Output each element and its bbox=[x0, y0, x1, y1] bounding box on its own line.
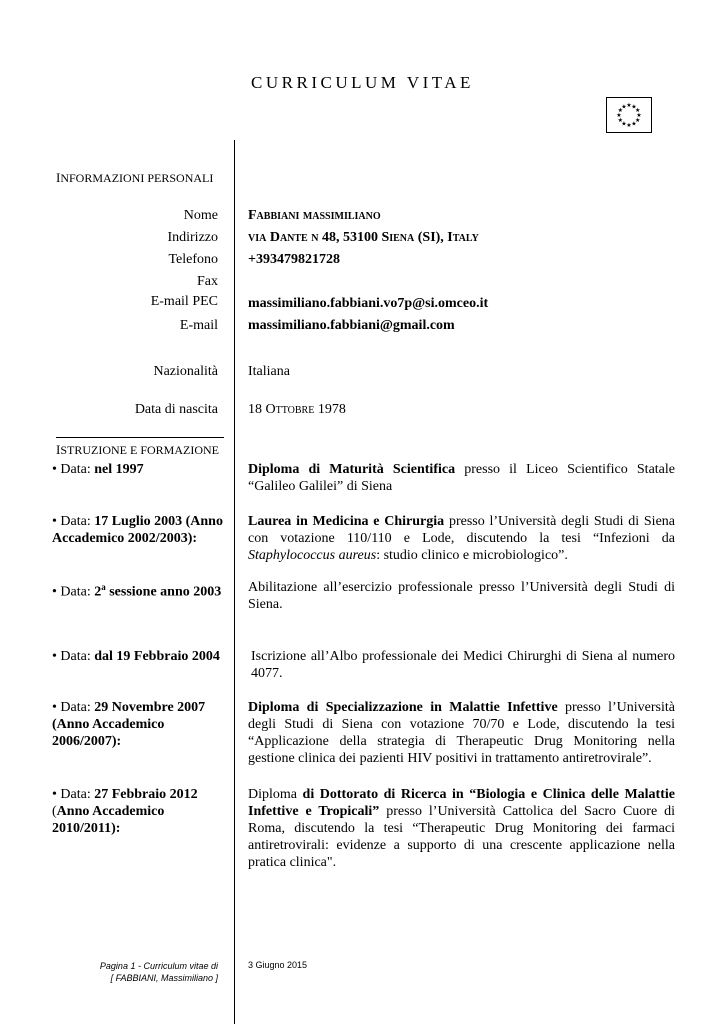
label-data-nascita: Data di nascita bbox=[134, 402, 218, 417]
flag-star-icon: ★ bbox=[616, 113, 622, 119]
footer-name: [ FABBIANI, Massimiliano ] bbox=[110, 973, 218, 983]
label-nazionalita: Nazionalità bbox=[153, 364, 218, 379]
value-indirizzo: via Dante n 48, 53100 Siena (SI), Italy bbox=[248, 230, 479, 245]
label-nome: Nome bbox=[183, 208, 218, 223]
label-email-pec: E-mail PEC bbox=[150, 294, 218, 309]
flag-star-icon: ★ bbox=[634, 118, 641, 124]
value-email-pec: massimiliano.fabbiani.vo7p@si.omceo.it bbox=[248, 296, 489, 311]
education-date: • Data: 17 Luglio 2003 (Anno Accademico 2002/2003): bbox=[52, 514, 223, 546]
flag-star-icon: ★ bbox=[626, 103, 632, 109]
label-indirizzo: Indirizzo bbox=[167, 230, 218, 245]
education-description: Diploma di Maturità Scientifica presso il Liceo Scientifico Statale “Galileo Galilei” di Siena bbox=[248, 462, 675, 494]
column-divider bbox=[234, 140, 235, 1024]
value-telefono: +393479821728 bbox=[248, 252, 340, 267]
section-education-heading: ISTRUZIONE E FORMAZIONE bbox=[56, 442, 220, 457]
value-nome: Fabbiani massimiliano bbox=[248, 208, 381, 223]
page-title: CURRICULUM VITAE bbox=[251, 73, 474, 92]
value-data-nascita: 18 Ottobre 1978 bbox=[248, 402, 346, 417]
eu-flag-icon bbox=[606, 97, 652, 133]
flag-star-icon: ★ bbox=[621, 104, 627, 111]
education-date: • Data: dal 19 Febbraio 2004 bbox=[52, 649, 220, 664]
education-description: Diploma di Dottorato di Ricerca in “Biologia e Clinica delle Malattie Infettive e Tropicali” presso l’Università Cattolica del Sacro Cuore di Roma, discutendo la tesi “Therapeutic Drug Monitoring dei farmaci antiretrovirali: evidenze a supporto di una crescente applicazione nella pratica clinica". bbox=[248, 787, 675, 870]
label-fax: Fax bbox=[197, 274, 218, 289]
flag-star-icon: ★ bbox=[631, 104, 637, 111]
education-description: Laurea in Medicina e Chirurgia presso l’Università degli Studi di Siena con votazione 110/110 e Lode, discutendo la tesi “Infezioni da Staphylococcus aureus: studio clinico e microbiologico”. bbox=[248, 514, 675, 563]
flag-star-icon: ★ bbox=[617, 108, 624, 114]
value-nazionalita: Italiana bbox=[248, 364, 290, 379]
education-date: • Data: 2$^a$ sessione anno 2003 bbox=[52, 582, 222, 600]
section-divider bbox=[56, 437, 224, 438]
flag-star-icon: ★ bbox=[636, 113, 642, 119]
section-personal-heading: INFORMAZIONI PERSONALI bbox=[56, 170, 214, 185]
value-email: massimiliano.fabbiani@gmail.com bbox=[248, 318, 455, 333]
flag-star-icon: ★ bbox=[626, 123, 632, 129]
education-description: Iscrizione all’Albo professionale dei Medici Chirurghi di Siena al numero 4077. bbox=[251, 649, 675, 681]
flag-star-icon: ★ bbox=[621, 121, 627, 128]
footer-date: 3 Giugno 2015 bbox=[248, 960, 308, 970]
education-description: Diploma di Specializzazione in Malattie Infettive presso l’Università degli Studi di Siena con votazione 70/70 e Lode, discutendo la tesi “Applicazione della strategia di Therapeutic Drug Monitoring nella gestione clinica dei pazienti HIV positivi in trattamento antiretrovirale”. bbox=[248, 700, 675, 766]
education-date: • Data: 29 Novembre 2007 (Anno Accademico 2006/2007): bbox=[52, 700, 206, 749]
footer-page-info: Pagina 1 - Curriculum vitae di [ FABBIANI, Massimiliano ] bbox=[99, 961, 218, 983]
flag-star-icon: ★ bbox=[617, 118, 624, 124]
flag-star-icon: ★ bbox=[634, 108, 641, 114]
education-date: • Data: nel 1997 bbox=[52, 462, 144, 477]
label-email: E-mail bbox=[179, 318, 218, 333]
flag-star-icon: ★ bbox=[631, 121, 637, 128]
education-description: Abilitazione all’esercizio professionale presso l’Università degli Studi di Siena. bbox=[248, 580, 675, 612]
label-telefono: Telefono bbox=[168, 252, 218, 267]
education-date: • Data: 27 Febbraio 2012 (Anno Accademico 2010/2011): bbox=[52, 787, 198, 836]
